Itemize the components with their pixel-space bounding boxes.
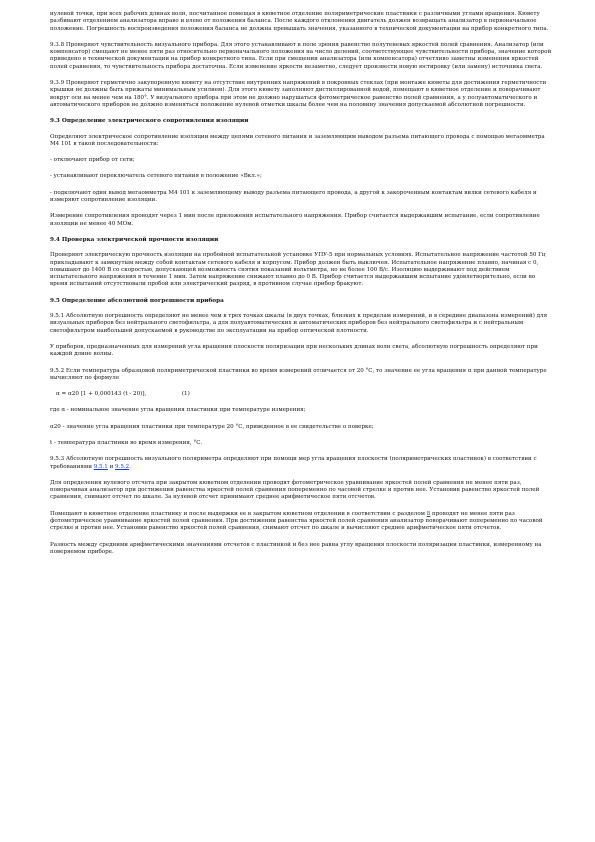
paragraph-resistance-measurement: Измерение сопротивления проводят через 1 мин после приложения испытательного напряжения. Прибор считается выдержавшим испытание, если сопротивление изоляции не менее 40 МОм. xyxy=(50,213,540,227)
paragraph-9-5-3-text: 9.5.3 Абсолютную погрешность визуального поляриметра определяют при помощи мер угла вращения плоскости (поляриметрических пластинок) в соответствии с требованиями xyxy=(50,456,537,470)
paragraph-zero-point-check: нулевой точки, при всех рабочих длинах волн, посчитанное помещая в кюветное отделение поляриметрические пластинки с различными углами вращения. Кювету разбивают отделением анализатора вправо и влево от положения баланса. После каждого отклонения двигатель должен возвращать анализатор в первоначальное положение. Погрешность воспроизведения положения баланса не должна превышать значения, указанного в технической документации на прибор конкретного типа. xyxy=(50,11,549,32)
link-9-5-2[interactable]: 9.5.2 xyxy=(115,463,130,470)
link-section-8[interactable]: 8 xyxy=(426,510,431,517)
conjunction-text: и xyxy=(107,463,116,470)
section-heading-dielectric-strength: 9.4 Проверка электрической прочности изоляции xyxy=(50,236,219,243)
list-item-connect-megohmmeter: - подключают один вывод мегаомметра М4 101 к заземляющему выводу разъема питающего провода, а другой к закороченным контактам вилки сетевого кабеля и измеряют сопротивление изоляции. xyxy=(50,189,537,204)
document-page xyxy=(50,11,553,565)
section-heading-insulation-resistance: 9.3 Определение электрического сопротивления изоляции xyxy=(50,118,249,125)
paragraph-zero-reading: Для определения нулевого отсчета при закрытом кюветном отделении проводят фотометрическое уравнивание яркостей полей сравнения не менее пяти раз, поворачивая анализатор при достижении равенства яркостей полей сравнения попеременно по часовой стрелке и против нее. Установив равенство яркостей полей сравнения, снимают отсчет по шкале. За нулевой отсчет принимают среднее арифметическое пяти отсчетов. xyxy=(50,479,540,501)
plate-measurement-text: Помещают в кюветное отделение пластинку и после выдержки ее в закрытом кюветном отделении в соответствии с разделом xyxy=(50,510,427,517)
paragraph-dielectric-test: Проверяют электрическую прочность изоляции на пробойной испытательной установке УПУ-5 при нормальных условиях. Испытательное напряжение частотой 50 Гц прикладывают к замкнутым между собой контактам сетевого кабеля и корпусом. Прибор должен быть выключен. Испытательное напряжение плавно, начиная с 0, повышают до 1400 В со скоростью, допускающей возможность снятия показаний вольтметра, но не более 100 В/с. Изоляцию выдерживают под действием испытательного напряжения в течение 1 мин. Затем напряжение снижают плавно до 0 В. Прибор считается выдержавшим испытание удовлетворительно, если во время испытаний отсутствовали пробой или электрический разряд, в противном случае прибор бракуют. xyxy=(50,252,546,288)
definition-t: t - температура пластинки во время измерения, °С. xyxy=(50,439,203,446)
list-item-switch-on: - устанавливают переключатель сетевого питания в положение «Вкл.»; xyxy=(50,173,262,180)
list-item-disconnect: - отключают прибор от сети; xyxy=(50,157,135,164)
paragraph-9-5-1: 9.5.1 Абсолютную погрешность определяют не менее чем в трех точках шкалы (в двух точках, близких к пределам измерений, и в середине диапазона измерений) для визуальных приборов без нейтрального светофильтра, а для полуавтоматических и автоматических приборов без нейтрального светофильтра и с нейтральным светофильтром наибольшей допускаемой в руководстве по эксплуатации на прибор оптической плотности. xyxy=(50,313,548,334)
plate-measurement-tail: проводят не менее пяти раз фотометрическое уравнивание яркостей полей сравнения. При достижении равенства яркостей полей сравнения анализатор поворачивают попеременно по часовой стрелке и против нее. Установив равенство яркостей полей сравнения, снимают отсчет по шкале и вычисляют среднее арифметическое пяти отсчетов. xyxy=(50,510,543,532)
link-9-5-1[interactable]: 9.5.1 xyxy=(93,463,108,470)
paragraph-plate-measurement xyxy=(50,511,553,533)
definition-alpha20: α20 - значение угла вращения пластинки при температуре 20 °С, приведенное в ее свидетельстве о поверке; xyxy=(50,423,374,430)
period-text: . xyxy=(129,463,131,470)
paragraph-wavelengths: У приборов, предназначенных для измерений угла вращения плоскости поляризации при нескольких длинах волн света, абсолютную погрешность определяют при каждой длине волны. xyxy=(50,343,538,358)
paragraph-resistance-intro: Определяют электрическое сопротивление изоляции между цепями сетевого питания и заземляющим выводом разъема питающего провода с помощью мегаомметра М4 101 в такой последовательности: xyxy=(50,133,545,147)
paragraph-9-5-3 xyxy=(50,456,553,471)
paragraph-difference: Разность между средними арифметическими значениями отсчетов с пластинкой и без нее равна углу вращения плоскости поляризации пластинки, измеренному на поверяемом приборе. xyxy=(50,541,542,555)
paragraph-9-3-9: 9.3.9 Проверяют герметично закупоренную кювету на отсутствие внутренних напряжений в покровных стеклах (при монтаже кюветы для достижения герметичности крышки не должны быть прижаты минимальным усилием). Для этого кювету заполняют дистиллированной водой, помещают в кюветное отделение и поворачивают вокруг оси на менее чем на 180°. У визуального прибора при этом не должно нарушаться фотометрическое равенство полей сравнения, а у полуавтоматического и автоматического приборов не должно изменяться положение нулевой отметки шкалы более чем на половину значения допускаемой абсолютной погрешности. xyxy=(50,80,547,108)
paragraph-9-3-8: 9.3.8 Проверяют чувствительность визуального прибора. Для этого устанавливают в поле зрения равенство полутеневых яркостей полей сравнения. Анализатор (или компенсатор) смещают не менее пяти раз относительно первоначального положения на число делений, соответствующее чувствительности прибора, значение которой приведено в технической документации на прибор конкретного типа. Если при смещении анализатора (или компенсатора) отчетливо заметны изменения яркостей полей сравнения, то чувствительность прибора достаточна. Если изменение яркости незаметно, следует произвести новую юстировку (или замену) источника света. xyxy=(50,41,552,70)
definition-alpha: где α - номинальное значение угла вращения пластинки при температуре измерения; xyxy=(50,407,306,414)
section-heading-absolute-error: 9.5 Определение абсолютной погрешности прибора xyxy=(50,297,224,304)
formula-1: α = α20 [1 + 0,000143 (t - 20)], (1) xyxy=(56,391,190,398)
paragraph-9-5-2: 9.5.2 Если температура образцовой поляриметрической пластинки во время измерений отличается от 20 °С, то значение ее угла вращения α при данной температуре вычисляют по формуле xyxy=(50,367,547,381)
